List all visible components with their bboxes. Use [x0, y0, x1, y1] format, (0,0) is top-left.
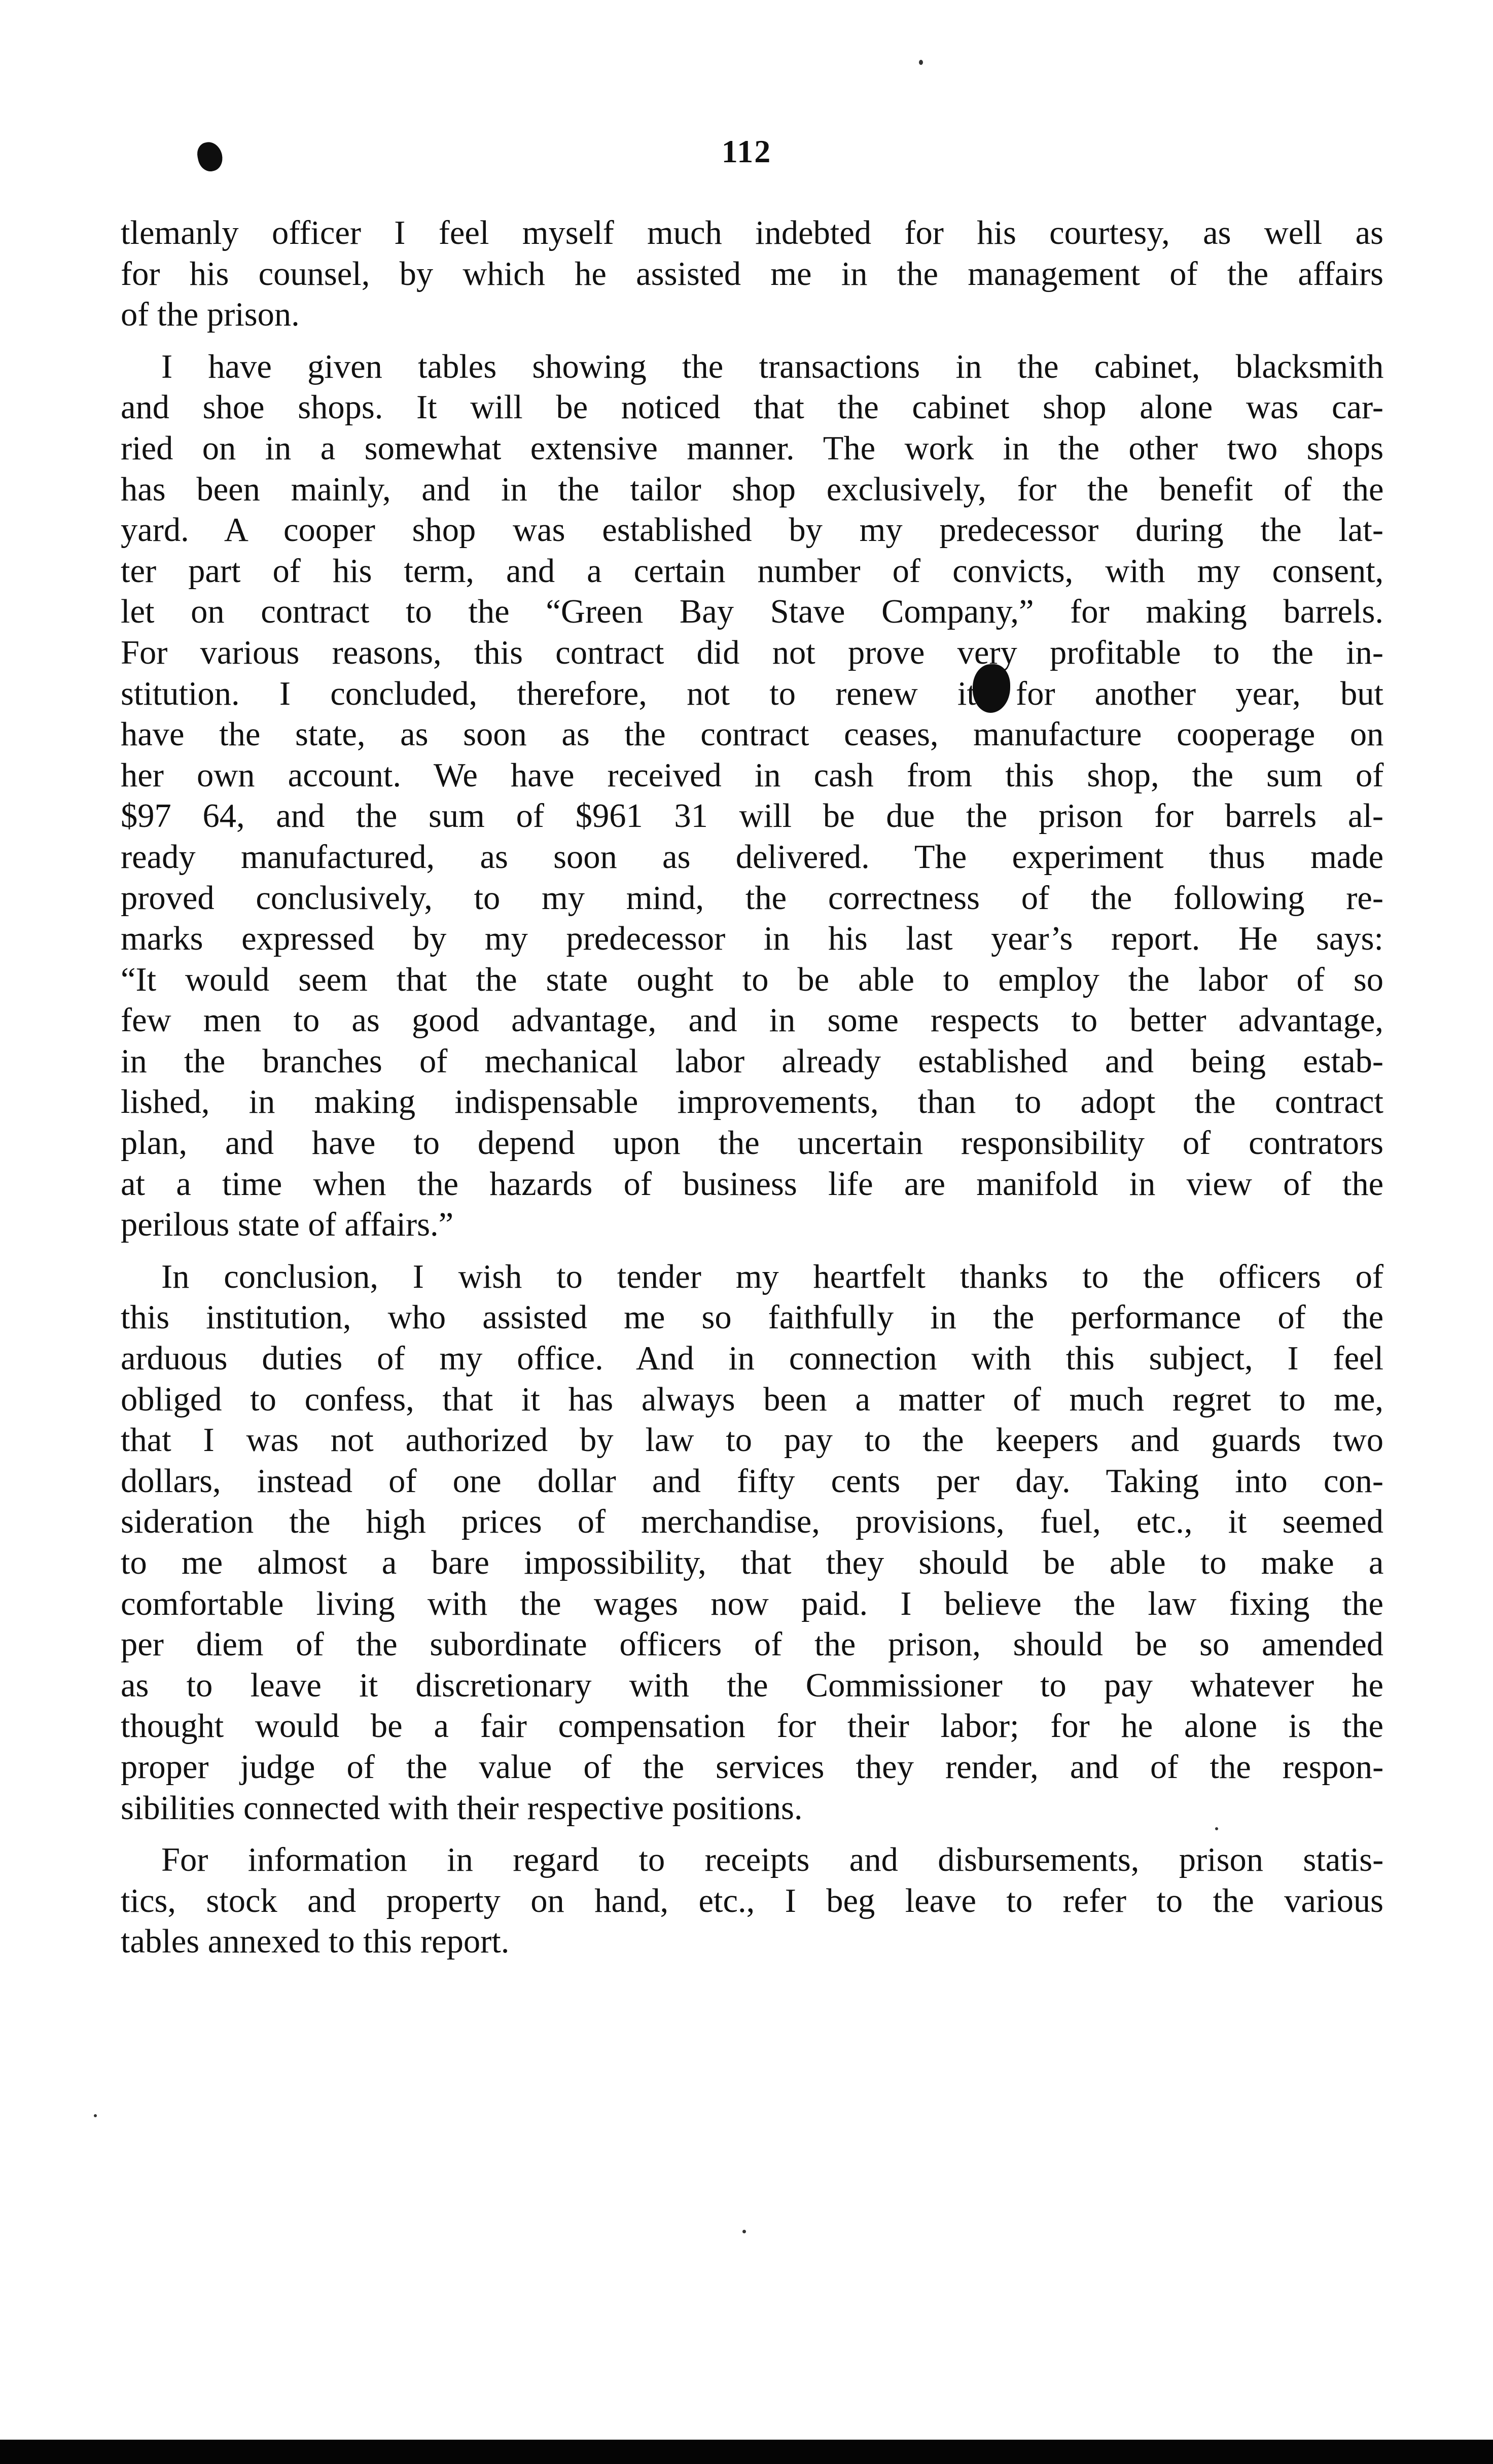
text-line: For various reasons, this contract did not prove very profitable to the in- — [121, 634, 1383, 671]
paragraph — [121, 347, 1383, 1246]
text-line: perilous state of affairs.” — [121, 1206, 454, 1244]
text-line: lished, in making indispensable improvements, than to adopt the contract — [121, 1083, 1383, 1121]
text-line: of the prison. — [121, 296, 300, 334]
text-line: for his counsel, by which he assisted me in the management of the affairs — [121, 255, 1383, 293]
text-line: comfortable living with the wages now paid. I believe the law fixing the — [121, 1585, 1383, 1622]
scan-edge-bar — [0, 2440, 1493, 2464]
page-number: 112 — [721, 133, 772, 169]
text-line: let on contract to the “Green Bay Stave Company,” for making barrels. — [121, 593, 1383, 631]
text-line: $97 64, and the sum of $961 31 will be due the prison for barrels al- — [121, 798, 1383, 835]
text-line: sibilities connected with their respective positions. — [121, 1789, 803, 1827]
text-line: dollars, instead of one dollar and fifty cents per day. Taking into con- — [121, 1462, 1383, 1500]
text-line: this institution, who assisted me so faithfully in the performance of the — [121, 1299, 1384, 1336]
text-line: plan, and have to depend upon the uncertain responsibility of contrators — [121, 1125, 1383, 1162]
text-line: her own account. We have received in cash from this shop, the sum of — [121, 756, 1384, 794]
text-line: “It would seem that the state ought to be able to employ the labor of so — [121, 961, 1383, 998]
body-text — [121, 213, 1383, 1963]
text-line: thought would be a fair compensation for their labor; for he alone is the — [121, 1708, 1383, 1745]
text-line: ready manufactured, as soon as delivered. The experiment thus made — [121, 838, 1384, 876]
paragraph — [121, 213, 1383, 336]
text-line: that I was not authorized by law to pay to the keepers and guards two — [121, 1422, 1384, 1459]
text-line: and shoe shops. It will be noticed that the cabinet shop alone was car- — [121, 389, 1383, 426]
text-line: proved conclusively, to my mind, the correctness of the following re- — [121, 879, 1383, 917]
text-line: For information in regard to receipts and disbursements, prison statis- — [161, 1841, 1384, 1879]
text-line: obliged to confess, that it has always been a matter of much regret to me, — [121, 1381, 1383, 1418]
text-line: stitution. I concluded, therefore, not to renew it for another year, but — [121, 675, 1383, 712]
paper-speck — [919, 60, 923, 65]
paper-speck — [742, 2230, 746, 2233]
text-line: per diem of the subordinate officers of the prison, should be so amended — [121, 1626, 1383, 1663]
text-line: I have given tables showing the transactions in the cabinet, blacksmith — [161, 348, 1384, 385]
text-line: proper judge of the value of the services they render, and of the respon- — [121, 1748, 1384, 1786]
text-line: tables annexed to this report. — [121, 1923, 510, 1961]
text-line: In conclusion, I wish to tender my heartfelt thanks to the officers of — [161, 1258, 1383, 1295]
text-line: to me almost a bare impossibility, that they should be able to make a — [121, 1544, 1384, 1581]
text-line: has been mainly, and in the tailor shop exclusively, for the benefit of the — [121, 470, 1384, 508]
text-line: tics, stock and property on hand, etc., I beg leave to refer to the various — [121, 1882, 1383, 1919]
text-line: sideration the high prices of merchandise, provisions, fuel, etc., it seemed — [121, 1503, 1383, 1541]
text-line: at a time when the hazards of business life are manifold in view of the — [121, 1165, 1384, 1203]
text-line: few men to as good advantage, and in some respects to better advantage, — [121, 1002, 1383, 1039]
text-line: ter part of his term, and a certain number of convicts, with my consent, — [121, 552, 1384, 590]
paper-speck — [94, 2114, 97, 2117]
text-line: as to leave it discretionary with the Commissioner to pay whatever he — [121, 1666, 1383, 1704]
text-line: marks expressed by my predecessor in his last year’s report. He says: — [121, 920, 1383, 958]
text-line: arduous duties of my office. And in connection with this subject, I feel — [121, 1340, 1384, 1378]
text-line: ried on in a somewhat extensive manner. The work in the other two shops — [121, 429, 1384, 467]
paragraph — [121, 1840, 1383, 1963]
text-line: tlemanly officer I feel myself much indebted for his courtesy, as well as — [121, 214, 1383, 251]
text-line: in the branches of mechanical labor already established and being estab- — [121, 1042, 1384, 1080]
text-line: have the state, as soon as the contract ceases, manufacture cooperage on — [121, 716, 1384, 753]
text-line: yard. A cooper shop was established by my predecessor during the lat- — [121, 512, 1383, 549]
paragraph — [121, 1257, 1383, 1829]
